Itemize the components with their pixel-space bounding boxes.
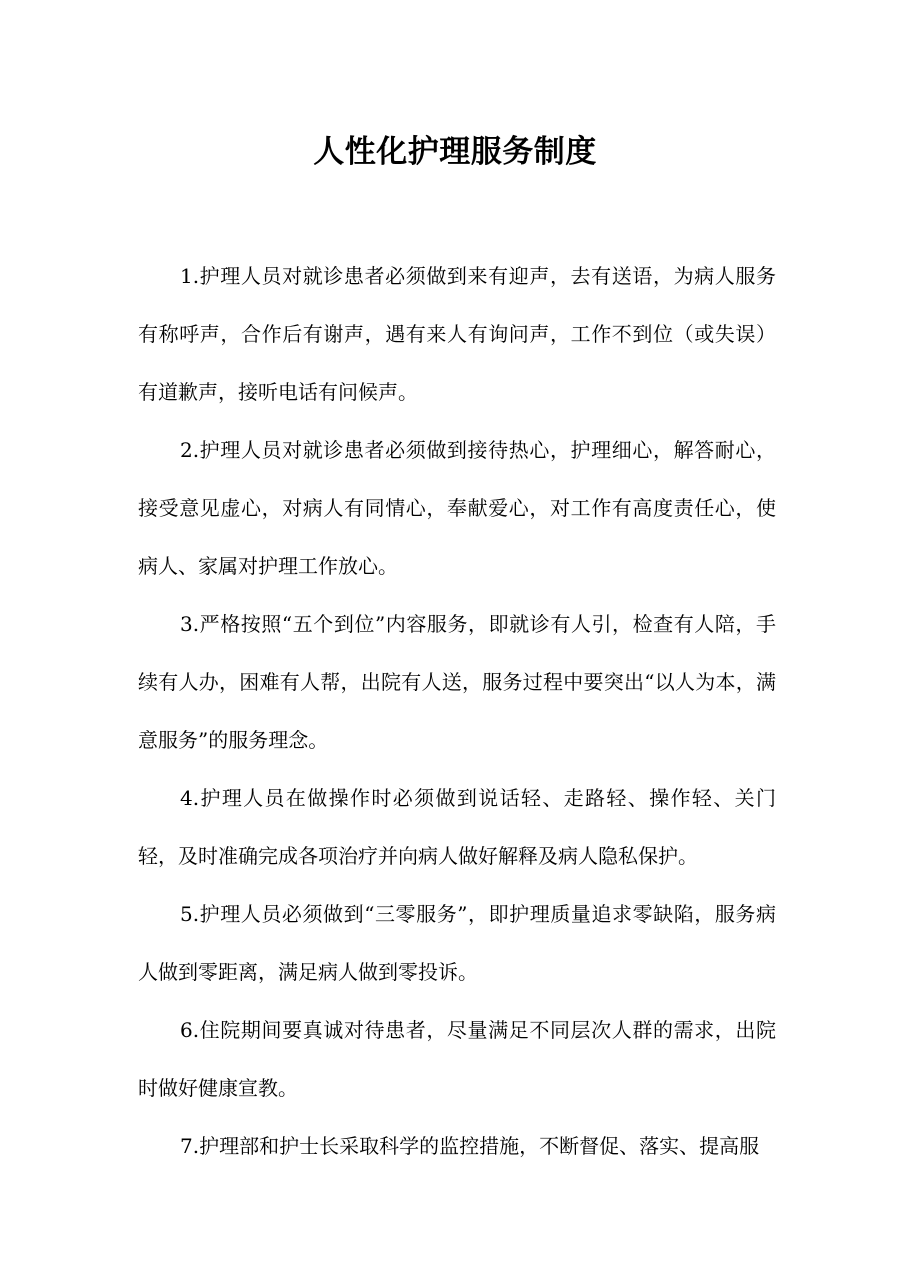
paragraph-5: 5.护理人员必须做到“三零服务”，即护理质量追求零缺陷，服务病人做到零距离，满足病人做到零投诉。 (138, 902, 776, 984)
paragraph-4: 4.护理人员在做操作时必须做到说话轻、走路轻、操作轻、关门轻，及时准确完成各项治疗并向病人做好解释及病人隐私保护。 (138, 786, 776, 868)
paragraph-3: 3.严格按照“五个到位”内容服务，即就诊有人引，检查有人陪，手续有人办，困难有人帮，出院有人送，服务过程中要突出“以人为本，满意服务”的服务理念。 (138, 612, 776, 752)
paragraph-6: 6.住院期间要真诚对待患者，尽量满足不同层次人群的需求，出院时做好健康宣教。 (138, 1018, 776, 1100)
document-body (138, 247, 776, 1175)
paragraph-7: 7.护理部和护士长采取科学的监控措施，不断督促、落实、提高服 (180, 1134, 760, 1158)
paragraph-1: 1.护理人员对就诊患者必须做到来有迎声，去有送语，为病人服务有称呼声，合作后有谢声，遇有来人有询问声，工作不到位（或失误）有道歉声，接听电话有问候声。 (138, 264, 776, 404)
paragraph-2: 2.护理人员对就诊患者必须做到接待热心，护理细心，解答耐心，接受意见虚心，对病人有同情心，奉献爱心，对工作有高度责任心，使病人、家属对护理工作放心。 (138, 438, 776, 578)
document-title: 人性化护理服务制度 (313, 134, 597, 170)
